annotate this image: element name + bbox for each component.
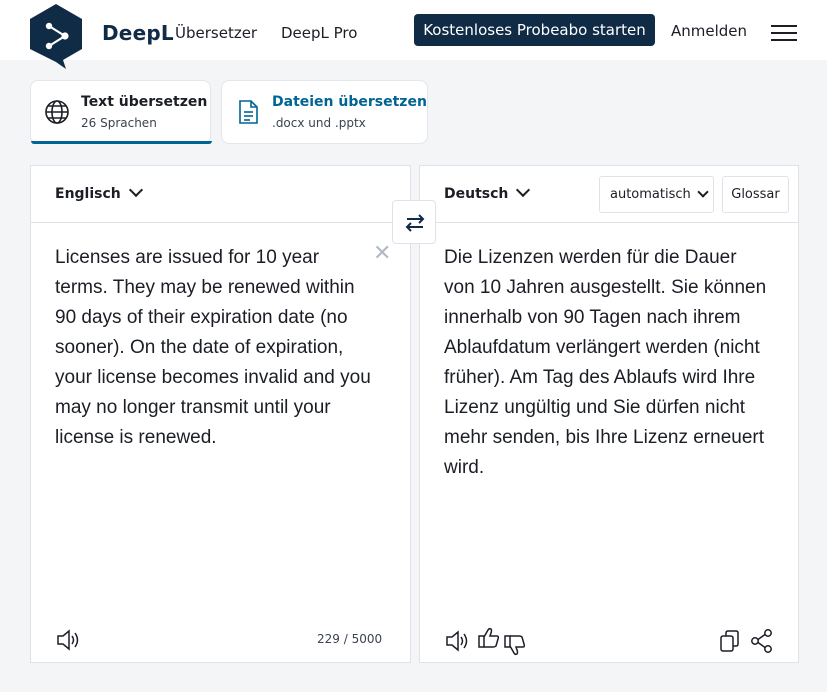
formality-select[interactable]: [599, 176, 714, 213]
copy-icon[interactable]: [717, 628, 743, 654]
deepl-pro-link[interactable]: DeepL Pro: [281, 24, 358, 42]
character-counter: 229 / 5000: [317, 632, 383, 646]
tab-title: Dateien übersetzen: [272, 94, 427, 110]
tab-subtitle: .docx und .pptx: [272, 116, 366, 130]
thumbs-up-icon[interactable]: [476, 625, 502, 651]
hamburger-icon[interactable]: [771, 23, 797, 43]
speaker-icon[interactable]: [444, 628, 470, 654]
close-icon[interactable]: ✕: [373, 241, 392, 266]
swap-icon: [393, 201, 437, 245]
target-panel: [419, 165, 799, 663]
swap-languages-button[interactable]: [392, 200, 436, 244]
chevron-down-icon: [516, 183, 530, 197]
globe-icon: [44, 99, 70, 125]
target-language-select[interactable]: [444, 186, 528, 202]
document-icon: [235, 99, 261, 125]
deepl-logo-icon[interactable]: [30, 4, 83, 69]
top-header: [0, 0, 827, 60]
target-language-label: Deutsch: [444, 186, 509, 202]
tab-text-translate[interactable]: [30, 80, 211, 144]
source-textarea[interactable]: Licenses are issued for 10 year terms. They may be renewed within 90 days of their expiration date (no sooner). On the date of expiration, your license becomes invalid and you may no longer transmit until your license is renewed.: [55, 247, 371, 448]
free-trial-button[interactable]: Kostenloses Probeabo starten: [414, 14, 655, 46]
brand-subtitle[interactable]: Übersetzer: [175, 24, 258, 42]
chevron-down-icon: [129, 183, 143, 197]
brand-name[interactable]: DeepL: [102, 21, 174, 45]
thumbs-down-icon[interactable]: [502, 632, 528, 658]
tab-subtitle: 26 Sprachen: [81, 116, 157, 130]
target-text[interactable]: Die Lizenzen werden für die Dauer von 10 Jahren ausgestellt. Sie können innerhalb von 90 Tagen nach ihrem Ablaufdatum verlängert werden (nicht früher). Am Tag des Ablaufs wird Ihre Lizenz ungültig und Sie dürfen nicht mehr senden, bis Ihre Lizenz erneuert wird.: [444, 247, 767, 478]
glossary-button[interactable]: Glossar: [722, 176, 789, 213]
tab-title: Text übersetzen: [81, 94, 208, 110]
source-language-select[interactable]: [55, 186, 141, 202]
speaker-icon[interactable]: [55, 627, 81, 653]
source-language-label: Englisch: [55, 186, 121, 202]
login-link[interactable]: Anmelden: [671, 22, 748, 40]
source-panel: [30, 165, 411, 663]
target-panel-header: [420, 166, 798, 223]
chevron-down-icon: [697, 186, 708, 197]
active-tab-indicator: [31, 141, 212, 144]
share-icon[interactable]: [749, 628, 775, 654]
formality-value: automatisch: [610, 187, 691, 202]
source-panel-header: [31, 166, 410, 223]
tab-file-translate[interactable]: [221, 80, 428, 144]
